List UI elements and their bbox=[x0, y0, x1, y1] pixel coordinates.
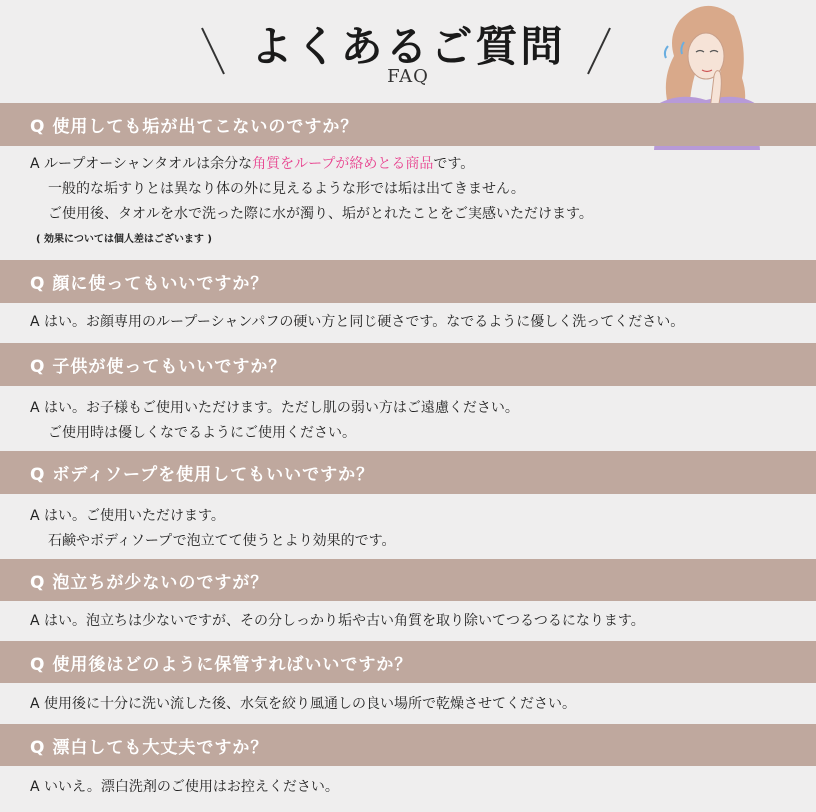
faq-answer-3 bbox=[0, 396, 816, 446]
faq-question-2: Q 顔に使ってもいいですか？ bbox=[0, 260, 816, 303]
disclaimer-note: ( 効果については個人差はございます ) bbox=[36, 234, 212, 245]
answer-line: A はい。ご使用いただけます。 bbox=[30, 508, 225, 524]
faq-question-1: Q 使用しても垢が出てこないのですか？ bbox=[0, 103, 816, 146]
faq-question-7: Q 漂白しても大丈夫ですか？ bbox=[0, 724, 816, 766]
page-subtitle: FAQ bbox=[387, 66, 429, 87]
answer-line: A 使用後に十分に洗い流した後、水気を絞り風通しの良い場所で乾燥させてください。 bbox=[30, 696, 577, 712]
faq-question-5: Q 泡立ちが少ないのですが？ bbox=[0, 559, 816, 601]
faq-answer-1 bbox=[0, 152, 816, 252]
page-title: よくあるご質問 bbox=[250, 22, 566, 71]
highlighted-text: 角質をループが絡めとる商品 bbox=[252, 156, 434, 172]
faq-answer-5 bbox=[0, 609, 816, 634]
faq-answer-7 bbox=[0, 775, 816, 800]
faq-answer-2 bbox=[0, 310, 816, 335]
answer-line: ご使用後、タオルを水で洗った際に水が濁り、垢がとれたことをご実感いただけます。 bbox=[48, 206, 593, 222]
faq-question-6: Q 使用後はどのように保管すればいいですか？ bbox=[0, 641, 816, 683]
faq-answer-6 bbox=[0, 692, 816, 717]
answer-line: A ループオーシャンタオルは余分な角質をループが絡めとる商品です。 bbox=[30, 156, 475, 172]
answer-line: A いいえ。漂白洗剤のご使用はお控えください。 bbox=[30, 779, 339, 795]
answer-line: A はい。泡立ちは少ないですが、その分しっかり垢や古い角質を取り除いてつるつるになります。 bbox=[30, 613, 645, 629]
faq-question-3: Q 子供が使ってもいいですか？ bbox=[0, 343, 816, 386]
answer-line: A はい。お顔専用のループーシャンパフの硬い方と同じ硬さです。なでるように優しく洗ってください。 bbox=[30, 314, 685, 330]
answer-line: 一般的な垢すりとは異なり体の外に見えるような形では垢は出てきません。 bbox=[48, 181, 525, 197]
answer-line: A はい。お子様もご使用いただけます。ただし肌の弱い方はご遠慮ください。 bbox=[30, 400, 519, 416]
faq-answer-4 bbox=[0, 504, 816, 554]
faq-question-4: Q ボディソープを使用してもいいですか？ bbox=[0, 451, 816, 494]
answer-line: 石鹸やボディソープで泡立てて使うとより効果的です。 bbox=[48, 533, 396, 549]
answer-line: ご使用時は優しくなでるようにご使用ください。 bbox=[48, 425, 356, 441]
